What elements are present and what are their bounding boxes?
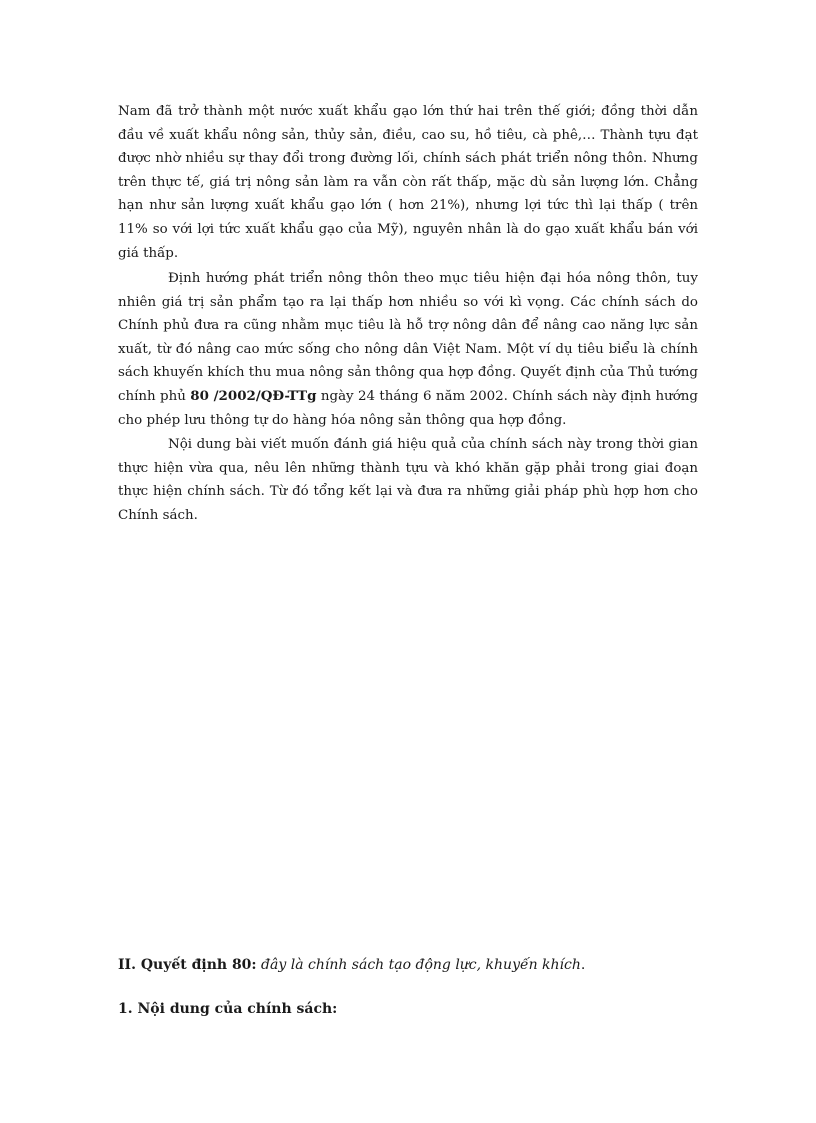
section-heading-end: .	[580, 957, 586, 973]
section-heading-label: II. Quyết định 80:	[118, 957, 257, 973]
paragraph-text: ngày 24 tháng 6 năm 2002. Chính sách này định hướng cho phép lưu thông tự do hàng hóa nông sản thông qua hợp đồng.	[118, 388, 698, 428]
paragraph-text: Định hướng phát triển nông thôn theo mục tiêu hiện đại hóa nông thôn, tuy nhiên giá trị sản phẩm tạo ra lại thấp hơn nhiều so với kì vọng. Các chính sách do Chính phủ đưa ra cũng nhằm mục tiêu là hỗ trợ nông dân để nâng cao năng lực sản xuất, từ đó nâng cao mức sống cho nông dân Việt Nam. Một ví dụ tiêu biểu là chính sách khuyến khích thu mua nông sản thông qua hợp đồng. Quyết định của Thủ tướng chính phủ	[118, 271, 698, 404]
paragraph-article-purpose	[118, 433, 698, 527]
paragraph-text: Nội dung bài viết muốn đánh giá hiệu quả của chính sách này trong thời gian thực hiện vừa qua, nêu lên những thành tựu và khó khăn gặp phải trong giai đoạn thực hiện chính sách. Từ đó tổng kết lại và đưa ra những giải pháp phù hợp hơn cho Chính sách.	[118, 437, 698, 523]
subsection-heading: 1. Nội dung của chính sách:	[118, 1001, 338, 1017]
paragraph-rice-export	[118, 100, 698, 265]
paragraph-text: Nam đã trở thành một nước xuất khẩu gạo lớn thứ hai trên thế giới; đồng thời dẫn đầu về xuất khẩu nông sản, thủy sản, điều, cao su, hồ tiêu, cà phê,… Thành tựu đạt được nhờ nhiều sự thay đổi trong đường lối, chính sách phát triển nông thôn. Nhưng trên thực tế, giá trị nông sản làm ra vẫn còn rất thấp, mặc dù sản lượng lớn. Chẳng hạn như sản lượng xuất khẩu gạo lớn ( hơn 21%), nhưng lợi tức thì lại thấp ( trên 11% so với lợi tức xuất khẩu gạo của Mỹ), nguyên nhân là do gạo xuất khẩu bán với giá thấp.	[118, 104, 698, 261]
section-heading-description: đây là chính sách tạo động lực, khuyến khích	[261, 957, 581, 973]
paragraph-rural-development	[118, 267, 698, 432]
decision-number: 80 /2002/QĐ-TTg	[190, 387, 317, 404]
section-heading	[118, 954, 698, 976]
